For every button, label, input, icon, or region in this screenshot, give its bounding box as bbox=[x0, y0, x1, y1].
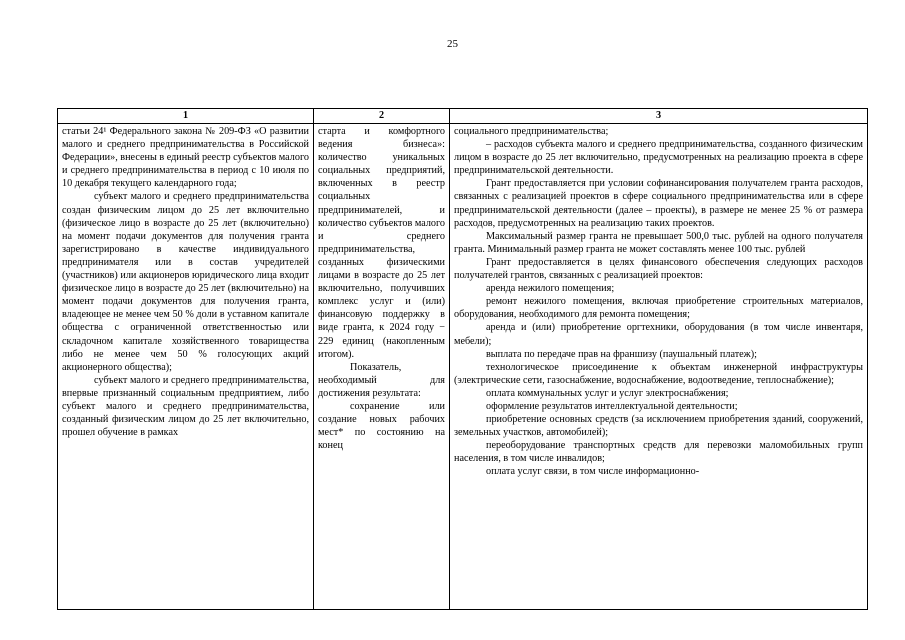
col1-paragraph-3: субъект малого и среднего предпринимательства, впервые признанный социальным предприятием, либо субъект малого и среднего предпринимательства, созданный физическим лицом до 25 лет включительно, прошел обучение в рамках bbox=[62, 374, 309, 439]
col2-paragraph-2: Показатель, необходимый для достижения результата: bbox=[318, 361, 445, 399]
col3-paragraph-4: Максимальный размер гранта не превышает 500,0 тыс. рублей на одного получателя гранта. Минимальный размер гранта не может составлять менее 100 тыс. рублей bbox=[454, 230, 863, 255]
col3-paragraph-13: приобретение основных средств (за исключением приобретения зданий, сооружений, земельных участков, автомобилей); bbox=[454, 414, 863, 439]
table-row bbox=[58, 124, 868, 610]
col2-paragraph-3: сохранение или создание новых рабочих мест* по состоянию на конец bbox=[318, 400, 445, 452]
col3-paragraph-10: технологическое присоединение к объектам инженерной инфраструктуры (электрические сети, газоснабжение, водоснабжение, водоотведение, теплоснабжение); bbox=[454, 361, 863, 386]
col3-paragraph-7: ремонт нежилого помещения, включая приобретение строительных материалов, оборудования, необходимого для ремонта помещения; bbox=[454, 296, 863, 321]
cell-column-1 bbox=[58, 124, 314, 610]
col1-paragraph-2: субъект малого и среднего предпринимательства создан физическим лицом до 25 лет включительно (физическое лицо в возрасте до 25 лет (включительно) на момент подачи документов для получения гранта зарегистрировано в качестве индивидуального предпринимателя или в состав учредителей (участников) или акционеров юридического лица входит физическое лицо в возрасте до 25 лет (включительно) на момент подачи документов для получения гранта, владеющее не менее чем 50 % доли в уставном капитале общества с ограниченной ответственностью или складочном капитале хозяйственного товарищества либо не менее чем 50 % голосующих акций акционерного общества); bbox=[62, 191, 309, 373]
table-header-row bbox=[58, 109, 868, 124]
col3-paragraph-14: переоборудование транспортных средств для перевозки маломобильных групп населения, в том числе инвалидов; bbox=[454, 440, 863, 465]
column-header-2: 2 bbox=[314, 109, 450, 124]
cell-column-3 bbox=[450, 124, 868, 610]
page-number: 25 bbox=[447, 38, 458, 50]
col3-paragraph-3: Грант предоставляется при условии софинансирования получателем гранта расходов, связанных с реализацией проектов в сфере социального предпринимательства или в сфере предпринимательской деятельности (далее – проекты), в размере не менее 25 % от размера расходов, предусмотренных на реализацию таких проектов. bbox=[454, 178, 863, 229]
col3-paragraph-6: аренда нежилого помещения; bbox=[486, 283, 615, 295]
col3-paragraph-12: оформление результатов интеллектуальной деятельности; bbox=[486, 400, 738, 412]
col3-paragraph-1: социального предпринимательства; bbox=[454, 126, 609, 137]
column-header-1: 1 bbox=[58, 109, 314, 124]
col3-paragraph-2: – расходов субъекта малого и среднего предпринимательства, созданного физическим лицом в возрасте до 25 лет включительно, предусмотренных на реализацию проекта в сфере предпринимательской деятельности. bbox=[454, 139, 863, 177]
col3-paragraph-8: аренда и (или) приобретение оргтехники, оборудования (в том числе инвентаря, мебели); bbox=[454, 322, 863, 347]
document-table bbox=[57, 108, 868, 610]
col3-paragraph-11: оплата коммунальных услуг и услуг электроснабжения; bbox=[486, 387, 729, 399]
col2-paragraph-1: старта и комфортного ведения бизнеса»: количество уникальных социальных предприятий, включенных в реестр социальных предпринимателей, и количество субъектов малого и среднего предпринимательства, созданных физическими лицами в возрасте до 25 лет включительно, получивших комплекс услуг и (или) финансовую поддержку в виде гранта, к 2024 году − 229 единиц (накопленным итогом). bbox=[318, 126, 445, 360]
col3-paragraph-15: оплата услуг связи, в том числе информационно- bbox=[486, 466, 700, 478]
col3-paragraph-9: выплата по передаче прав на франшизу (паушальный платеж); bbox=[486, 348, 757, 360]
col1-paragraph-1: статьи 24¹ Федерального закона № 209-ФЗ «О развитии малого и среднего предпринимательства в Российской Федерации», внесены в единый реестр субъектов малого и среднего предпринимательства в период с 10 июля по 10 декабря текущего календарного года; bbox=[62, 126, 309, 190]
cell-column-2 bbox=[314, 124, 450, 610]
column-header-3: 3 bbox=[450, 109, 868, 124]
col3-paragraph-5: Грант предоставляется в целях финансового обеспечения следующих расходов получателей грантов, связанных с реализацией проектов: bbox=[454, 256, 863, 282]
